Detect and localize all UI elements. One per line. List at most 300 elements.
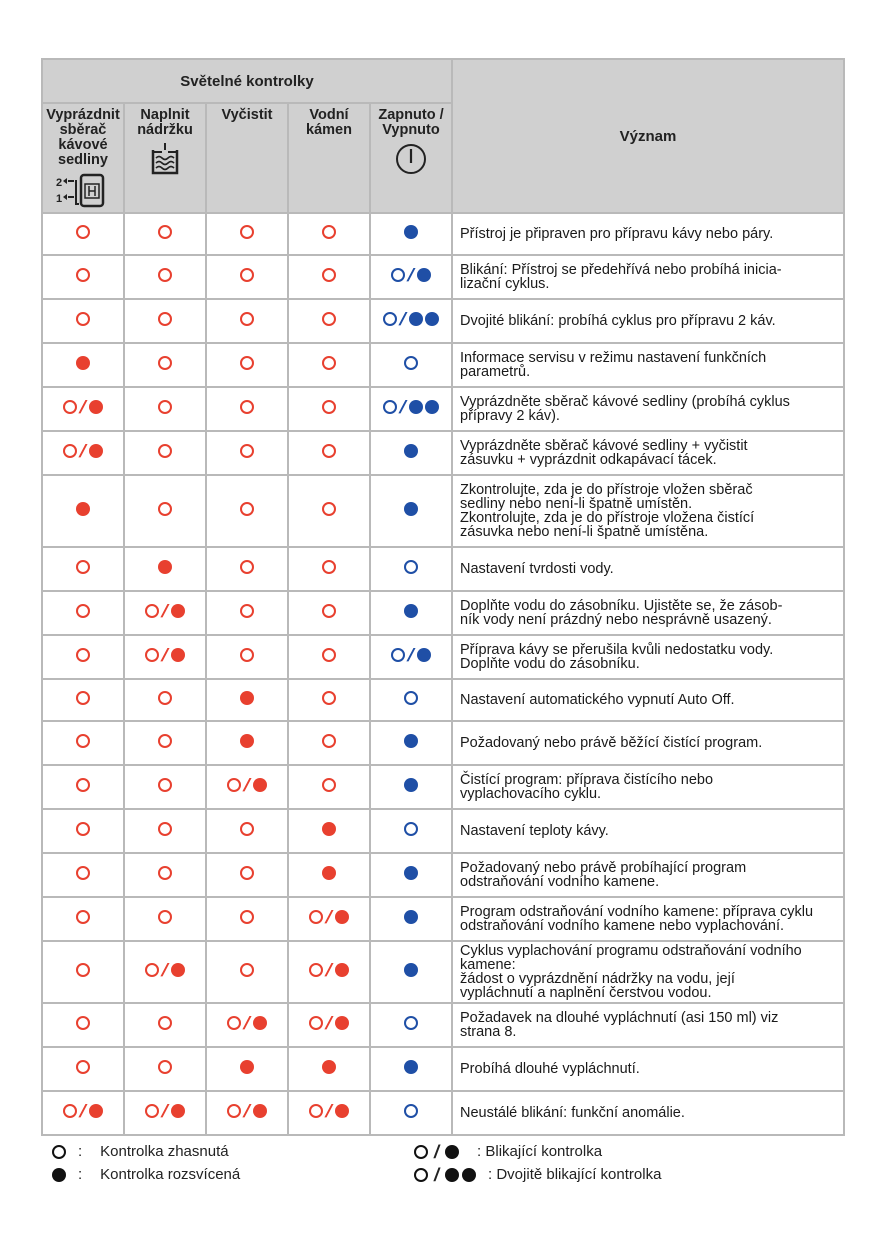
- indicator-cell: [124, 809, 206, 853]
- light-on-icon: [335, 963, 349, 977]
- indicator-cell: [370, 1091, 452, 1135]
- indicator-off: [240, 648, 254, 662]
- light-off-icon: [309, 963, 323, 977]
- indicator-on: [404, 1060, 418, 1074]
- indicator-cell: [206, 1047, 288, 1091]
- light-off-icon: [322, 691, 336, 705]
- indicator-off: [404, 356, 418, 370]
- indicator-cell: [42, 475, 124, 547]
- indicator-off: [240, 356, 254, 370]
- light-off-icon: [76, 604, 90, 618]
- table-row: [42, 387, 844, 431]
- light-off-icon: [383, 400, 397, 414]
- indicator-cell: [124, 941, 206, 1003]
- indicator-cell: [288, 765, 370, 809]
- meaning-cell: Neustálé blikání: funkční anomálie.: [452, 1091, 844, 1135]
- indicator-off: [240, 400, 254, 414]
- power-icon: [394, 142, 428, 176]
- indicator-on: [404, 963, 418, 977]
- light-off-icon: [76, 225, 90, 239]
- indicator-off: [76, 963, 90, 977]
- indicator-cell: [42, 853, 124, 897]
- light-off-icon: [76, 1060, 90, 1074]
- light-off-icon: [158, 866, 172, 880]
- table-row: [42, 299, 844, 343]
- indicator-cell: [206, 897, 288, 941]
- light-off-icon: [322, 734, 336, 748]
- light-off-icon: [63, 444, 77, 458]
- indicator-cell: [288, 853, 370, 897]
- indicator-cell: [206, 431, 288, 475]
- slash-icon: /: [79, 396, 87, 417]
- light-on-icon: [404, 1060, 418, 1074]
- indicator-cell: [206, 679, 288, 721]
- indicator-blink: [145, 1100, 184, 1121]
- slash-icon: /: [243, 1012, 251, 1033]
- light-off-icon: [240, 502, 254, 516]
- indicator-off: [76, 648, 90, 662]
- indicator-cell: [206, 387, 288, 431]
- indicator-cell: [124, 547, 206, 591]
- light-on-icon: [335, 1016, 349, 1030]
- light-on-icon: [76, 356, 90, 370]
- indicator-blink: [309, 1100, 348, 1121]
- slash-icon: /: [161, 959, 169, 980]
- indicator-cell: [370, 591, 452, 635]
- indicator-off: [158, 778, 172, 792]
- meaning-cell: Program odstraňování vodního kamene: příprava cyklu odstraňování vodního kamene nebo vyplachování.: [452, 897, 844, 941]
- col-power-label: Zapnuto / Vypnuto: [378, 107, 444, 138]
- indicator-on: [404, 502, 418, 516]
- table-row: [42, 547, 844, 591]
- light-on-icon: [253, 1104, 267, 1118]
- indicator-off: [240, 910, 254, 924]
- light-off-icon: [309, 1104, 323, 1118]
- indicator-on: [404, 734, 418, 748]
- table-row: [42, 635, 844, 679]
- dblink-slash-icon: /: [434, 1164, 440, 1185]
- indicator-on: [158, 560, 172, 574]
- indicator-off: [158, 910, 172, 924]
- indicator-dblink: [383, 308, 438, 329]
- indicator-cell: [42, 941, 124, 1003]
- light-off-icon: [76, 963, 90, 977]
- indicator-cell: [124, 1091, 206, 1135]
- table-row: [42, 721, 844, 765]
- light-off-icon: [383, 312, 397, 326]
- indicator-cell: [42, 299, 124, 343]
- indicator-cell: [370, 343, 452, 387]
- light-on-icon: [425, 400, 439, 414]
- indicator-cell: [206, 635, 288, 679]
- light-on-icon: [335, 910, 349, 924]
- indicator-off: [322, 604, 336, 618]
- table-row: [42, 897, 844, 941]
- light-on-icon: [171, 1104, 185, 1118]
- light-off-icon: [63, 1104, 77, 1118]
- legend-on-label: Kontrolka rozsvícená: [100, 1166, 241, 1183]
- light-on-icon: [253, 1016, 267, 1030]
- indicator-on: [404, 604, 418, 618]
- indicator-off: [322, 560, 336, 574]
- light-off-icon: [240, 866, 254, 880]
- indicator-blink: [309, 906, 348, 927]
- indicator-cell: [370, 897, 452, 941]
- indicator-on: [404, 225, 418, 239]
- light-on-icon: [404, 910, 418, 924]
- indicator-cell: [42, 1047, 124, 1091]
- indicator-cell: [42, 721, 124, 765]
- indicator-cell: [370, 853, 452, 897]
- legend-on-colon: :: [78, 1166, 83, 1183]
- col-empty-grounds: [42, 103, 124, 213]
- light-off-icon: [404, 356, 418, 370]
- legend-blink-label: : Blikající kontrolka: [477, 1143, 603, 1160]
- meaning-cell: Nastavení tvrdosti vody.: [452, 547, 844, 591]
- light-off-icon: [145, 648, 159, 662]
- indicator-cell: [124, 721, 206, 765]
- light-on-icon: [417, 268, 431, 282]
- indicator-off: [76, 1016, 90, 1030]
- indicator-off: [158, 444, 172, 458]
- light-off-icon: [404, 560, 418, 574]
- meaning-cell: Požadavek na dlouhé vypláchnutí (asi 150 ml) viz strana 8.: [452, 1003, 844, 1047]
- indicator-off: [404, 560, 418, 574]
- indicator-off: [158, 400, 172, 414]
- indicator-on: [404, 866, 418, 880]
- light-off-icon: [76, 822, 90, 836]
- slash-icon: /: [243, 1100, 251, 1121]
- indicator-on: [404, 444, 418, 458]
- indicator-off: [76, 778, 90, 792]
- col-fill-tank: [124, 103, 206, 213]
- blink-on-icon: [445, 1145, 459, 1159]
- light-on-icon: [89, 444, 103, 458]
- slash-icon: /: [407, 644, 415, 665]
- indicator-cell: [124, 591, 206, 635]
- meaning-cell: Doplňte vodu do zásobníku. Ujistěte se, že zásob- ník vody není prázdný nebo nesprávně usazený.: [452, 591, 844, 635]
- indicator-off: [240, 312, 254, 326]
- indicator-cell: [206, 1003, 288, 1047]
- indicator-cell: [124, 853, 206, 897]
- legend-dblink: [414, 1166, 661, 1183]
- indicator-cell: [206, 299, 288, 343]
- indicator-cell: [124, 765, 206, 809]
- indicator-off: [76, 866, 90, 880]
- light-on-icon: [240, 1060, 254, 1074]
- indicator-table: [41, 58, 845, 1136]
- indicator-cell: [124, 1047, 206, 1091]
- indicator-cell: [206, 941, 288, 1003]
- light-on-icon: [404, 778, 418, 792]
- light-off-icon: [404, 1016, 418, 1030]
- col-fill-tank-label: Naplnit nádržku: [137, 107, 193, 138]
- meaning-cell: Vyprázdněte sběrač kávové sedliny (probíhá cyklus přípravy 2 káv).: [452, 387, 844, 431]
- light-on-icon: [240, 734, 254, 748]
- legend: [52, 1142, 842, 1192]
- col-empty-grounds-label: Vyprázdnit sběrač kávové sedliny: [46, 107, 120, 168]
- light-off-icon: [240, 225, 254, 239]
- indicator-cell: [42, 431, 124, 475]
- indicator-off: [158, 866, 172, 880]
- indicator-cell: [288, 255, 370, 299]
- indicator-cell: [42, 255, 124, 299]
- slash-icon: /: [325, 1012, 333, 1033]
- indicator-on: [322, 1060, 336, 1074]
- light-off-icon: [391, 268, 405, 282]
- light-on-icon: [404, 866, 418, 880]
- light-off-icon: [322, 502, 336, 516]
- indicator-off: [76, 822, 90, 836]
- table-row: [42, 343, 844, 387]
- indicator-blink: [63, 396, 102, 417]
- indicator-cell: [288, 721, 370, 765]
- table-row: [42, 591, 844, 635]
- indicator-cell: [370, 299, 452, 343]
- light-on-icon: [253, 778, 267, 792]
- indicator-on: [322, 822, 336, 836]
- legend-on: [52, 1166, 240, 1183]
- light-off-icon: [240, 963, 254, 977]
- legend-dblink-label: : Dvojitě blikající kontrolka: [488, 1166, 662, 1183]
- indicator-cell: [42, 1091, 124, 1135]
- indicator-off: [76, 225, 90, 239]
- light-on-icon: [322, 822, 336, 836]
- indicator-cell: [370, 255, 452, 299]
- indicator-cell: [124, 299, 206, 343]
- indicator-on: [76, 502, 90, 516]
- indicator-off: [76, 560, 90, 574]
- indicator-on: [240, 691, 254, 705]
- light-off-icon: [145, 604, 159, 618]
- indicator-cell: [288, 213, 370, 255]
- light-on-icon: [76, 502, 90, 516]
- light-off-icon: [404, 1104, 418, 1118]
- legend-off-colon: :: [78, 1143, 83, 1160]
- indicator-off: [76, 910, 90, 924]
- indicator-off: [240, 225, 254, 239]
- light-on-icon: [171, 604, 185, 618]
- light-off-icon: [227, 1104, 241, 1118]
- indicator-cell: [206, 809, 288, 853]
- indicator-off: [240, 822, 254, 836]
- group-title: Světelné kontrolky: [42, 59, 452, 103]
- indicator-cell: [370, 635, 452, 679]
- indicator-cell: [124, 635, 206, 679]
- indicator-off: [240, 444, 254, 458]
- light-off-icon: [322, 400, 336, 414]
- col-clean: Vyčistit: [206, 103, 288, 213]
- indicator-off: [322, 778, 336, 792]
- indicator-blink: [145, 959, 184, 980]
- indicator-cell: [42, 679, 124, 721]
- slash-icon: /: [79, 1100, 87, 1121]
- blink-off-icon: [414, 1145, 428, 1159]
- light-on-icon: [409, 312, 423, 326]
- indicator-cell: [288, 1047, 370, 1091]
- light-off-icon: [158, 502, 172, 516]
- indicator-cell: [124, 679, 206, 721]
- legend-blink: [414, 1143, 602, 1160]
- indicator-cell: [370, 387, 452, 431]
- indicator-off: [158, 225, 172, 239]
- indicator-off: [76, 312, 90, 326]
- indicator-cell: [288, 343, 370, 387]
- svg-text:1: 1: [56, 193, 63, 205]
- meaning-cell: Příprava kávy se přerušila kvůli nedostatku vody. Doplňte vodu do zásobníku.: [452, 635, 844, 679]
- legend-off-label: Kontrolka zhasnutá: [100, 1143, 229, 1160]
- indicator-cell: [288, 679, 370, 721]
- light-off-icon: [322, 778, 336, 792]
- slash-icon: /: [161, 1100, 169, 1121]
- indicator-off: [76, 604, 90, 618]
- light-off-icon: [158, 400, 172, 414]
- indicator-off: [322, 356, 336, 370]
- indicator-blink: [309, 1012, 348, 1033]
- table-row: [42, 475, 844, 547]
- indicator-cell: [370, 1003, 452, 1047]
- table-row: [42, 1091, 844, 1135]
- indicator-off: [322, 691, 336, 705]
- light-on-icon: [425, 312, 439, 326]
- light-on-icon: [404, 963, 418, 977]
- dblink-on-icon-2: [462, 1168, 476, 1182]
- grounds-container-icon: [54, 172, 112, 210]
- light-off-icon: [158, 444, 172, 458]
- indicator-off: [158, 502, 172, 516]
- indicator-cell: [206, 853, 288, 897]
- light-off-icon: [240, 356, 254, 370]
- indicator-cell: [370, 809, 452, 853]
- indicator-cell: [370, 547, 452, 591]
- col-descale: Vodní kámen: [288, 103, 370, 213]
- light-off-icon: [240, 444, 254, 458]
- table-body: [42, 213, 844, 1135]
- indicator-cell: [206, 213, 288, 255]
- indicator-cell: [124, 475, 206, 547]
- light-off-icon: [322, 312, 336, 326]
- indicator-cell: [124, 343, 206, 387]
- indicator-cell: [206, 721, 288, 765]
- light-off-icon: [227, 1016, 241, 1030]
- indicator-off: [322, 312, 336, 326]
- light-off-icon: [76, 312, 90, 326]
- indicator-cell: [42, 591, 124, 635]
- light-off-icon: [76, 1016, 90, 1030]
- light-off-icon: [76, 691, 90, 705]
- indicator-cell: [206, 475, 288, 547]
- indicator-blink: [391, 644, 430, 665]
- indicator-off: [158, 1016, 172, 1030]
- light-off-icon: [322, 268, 336, 282]
- indicator-cell: [288, 387, 370, 431]
- light-off-icon: [76, 778, 90, 792]
- indicator-cell: [370, 679, 452, 721]
- light-off-icon: [158, 268, 172, 282]
- light-on-icon: [335, 1104, 349, 1118]
- light-on-icon: [322, 1060, 336, 1074]
- indicator-cell: [206, 765, 288, 809]
- light-on-icon: [404, 444, 418, 458]
- light-on-icon: [171, 648, 185, 662]
- indicator-off: [158, 268, 172, 282]
- indicator-blink: [391, 264, 430, 285]
- meaning-cell: Dvojité blikání: probíhá cyklus pro přípravu 2 káv.: [452, 299, 844, 343]
- indicator-cell: [370, 941, 452, 1003]
- light-off-icon: [322, 225, 336, 239]
- indicator-cell: [288, 431, 370, 475]
- light-on-icon: [409, 400, 423, 414]
- indicator-blink: [63, 440, 102, 461]
- indicator-cell: [42, 547, 124, 591]
- meaning-cell: Nastavení automatického vypnutí Auto Off.: [452, 679, 844, 721]
- light-on-icon: [404, 734, 418, 748]
- indicator-off: [322, 734, 336, 748]
- indicator-off: [158, 312, 172, 326]
- indicator-off-icon: [52, 1145, 66, 1159]
- table-row: [42, 809, 844, 853]
- indicator-on: [240, 1060, 254, 1074]
- indicator-blink: [227, 774, 266, 795]
- light-off-icon: [322, 648, 336, 662]
- indicator-off: [240, 963, 254, 977]
- table-row: [42, 853, 844, 897]
- meaning-cell: Nastavení teploty kávy.: [452, 809, 844, 853]
- slash-icon: /: [325, 959, 333, 980]
- indicator-cell: [124, 387, 206, 431]
- indicator-off: [322, 648, 336, 662]
- indicator-cell: [42, 387, 124, 431]
- slash-icon: /: [325, 1100, 333, 1121]
- indicator-cell: [42, 635, 124, 679]
- light-off-icon: [158, 1016, 172, 1030]
- light-off-icon: [322, 356, 336, 370]
- indicator-cell: [124, 1003, 206, 1047]
- indicator-cell: [42, 343, 124, 387]
- indicator-cell: [42, 213, 124, 255]
- light-off-icon: [240, 648, 254, 662]
- light-off-icon: [76, 268, 90, 282]
- light-on-icon: [158, 560, 172, 574]
- light-on-icon: [89, 400, 103, 414]
- light-off-icon: [145, 1104, 159, 1118]
- light-off-icon: [145, 963, 159, 977]
- svg-text:2: 2: [56, 177, 63, 189]
- light-off-icon: [240, 312, 254, 326]
- meaning-header: Význam: [452, 59, 844, 213]
- indicator-blink: [227, 1012, 266, 1033]
- indicator-cell: [288, 809, 370, 853]
- indicator-cell: [370, 721, 452, 765]
- light-off-icon: [158, 312, 172, 326]
- light-off-icon: [158, 691, 172, 705]
- indicator-cell: [370, 1047, 452, 1091]
- light-off-icon: [158, 822, 172, 836]
- indicator-cell: [288, 299, 370, 343]
- slash-icon: /: [407, 264, 415, 285]
- indicator-cell: [370, 765, 452, 809]
- slash-icon: /: [243, 774, 251, 795]
- indicator-off: [322, 502, 336, 516]
- light-on-icon: [171, 963, 185, 977]
- light-off-icon: [158, 734, 172, 748]
- water-tank-icon: [150, 142, 180, 176]
- light-off-icon: [240, 604, 254, 618]
- table-row: [42, 941, 844, 1003]
- indicator-dblink: [383, 396, 438, 417]
- light-off-icon: [240, 910, 254, 924]
- table-row: [42, 255, 844, 299]
